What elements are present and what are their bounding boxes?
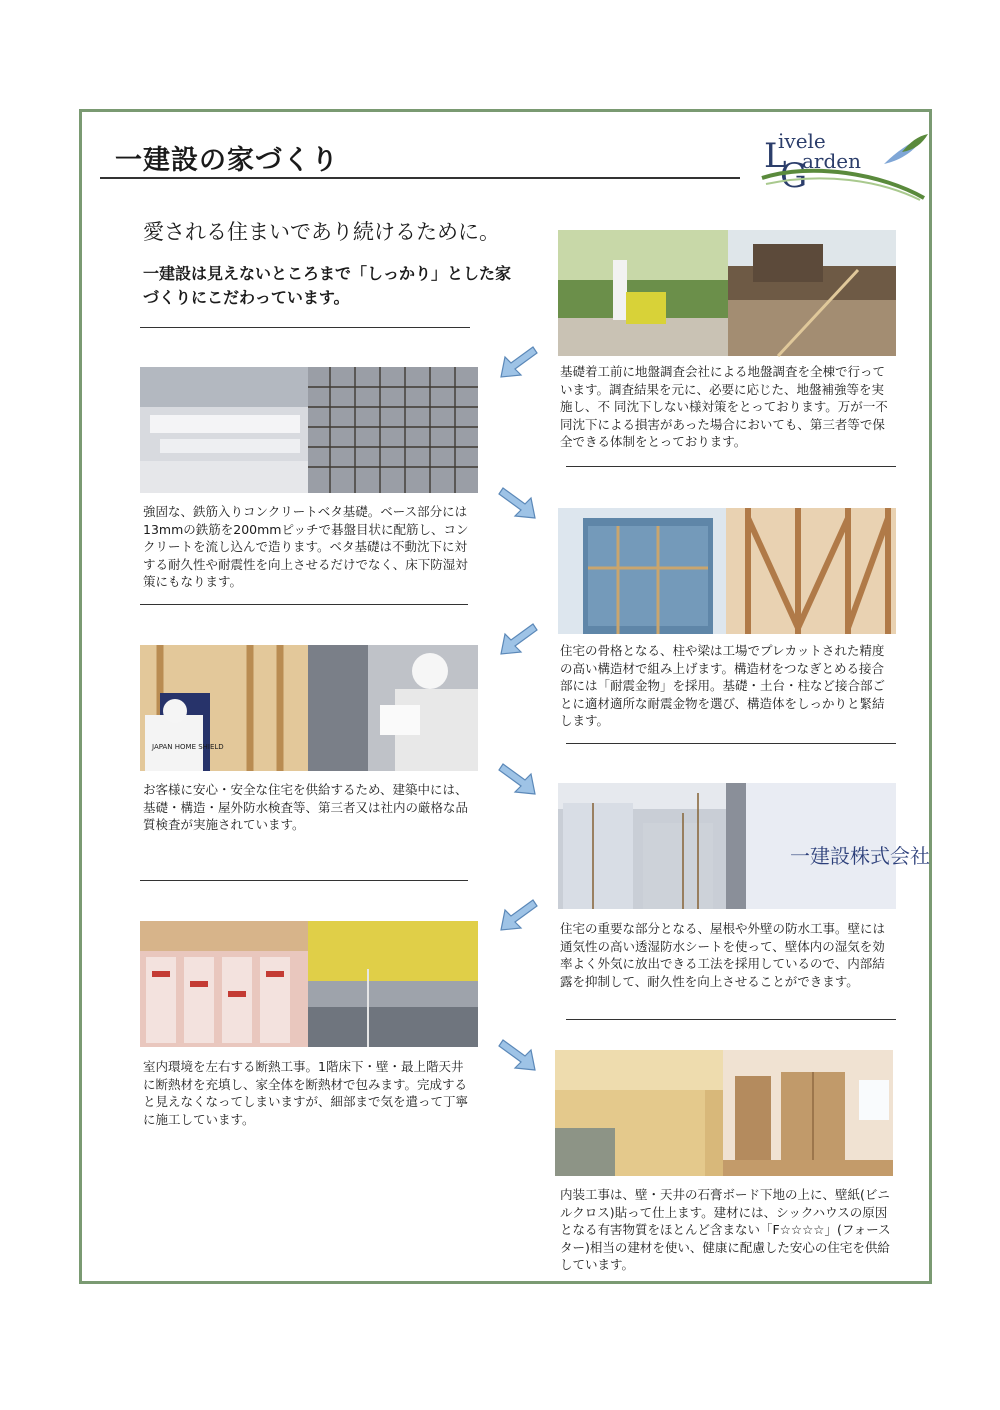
framing-photo xyxy=(558,508,896,634)
svg-text:arden: arden xyxy=(802,149,862,173)
section-caption: 住宅の骨格となる、柱や梁は工場でプレカットされた精度の高い構造材で組み上げます。構造材をつなぎとめる接合部には「耐震金物」を採用。基礎・土台・柱など接合部ごとに適材適所な耐震金物を選び、構造体をしっかりと緊結します。 xyxy=(560,643,886,728)
arrow-down-right-icon xyxy=(497,486,537,520)
svg-text:ivele: ivele xyxy=(778,129,826,153)
waterproofing-photo xyxy=(558,783,930,909)
insulation-photo xyxy=(140,921,478,1047)
tagline: 愛される住まいであり続けるために。 xyxy=(143,220,500,244)
divider xyxy=(566,1019,896,1020)
arrow-down-right-icon xyxy=(497,762,537,796)
interior-photo xyxy=(555,1050,893,1176)
title-underline xyxy=(100,177,740,179)
section-caption: 内装工事は、壁・天井の石膏ボード下地の上に、壁紙(ビニルクロス)貼って仕上ます。建材には、シックハウスの原因となる有害物質をほとんど含まない「F☆☆☆☆」(フォースター)相当の建材を使い、健康に配慮した安心の住宅を供給しています。 xyxy=(560,1187,891,1272)
svg-text:L: L xyxy=(764,136,787,176)
page-title: 一建設の家づくり xyxy=(115,145,339,176)
divider xyxy=(566,743,896,744)
intro-text: 一建設は見えないところまで「しっかり」とした家づくりにこだわっています。 xyxy=(143,264,512,307)
foundation-photo xyxy=(140,367,478,493)
shield-label: JAPAN HOME SHIELD xyxy=(152,743,224,751)
ground-survey-photo xyxy=(558,230,896,356)
section-caption: 住宅の重要な部分となる、屋根や外壁の防水工事。壁には通気性の高い透湿防水シートを使って、壁体内の湿気を効率よく外気に放出できる工法を採用しているので、内部結露を抑制して、耐久性を向上させることができます。 xyxy=(560,921,886,989)
divider xyxy=(140,327,470,328)
inspection-photo xyxy=(140,645,478,771)
section-caption: 強固な、鉄筋入りコンクリートベタ基礎。ベース部分には13mmの鉄筋を200mmピッチで碁盤目状に配筋し、コンクリートを流し込んで造ります。ベタ基礎は不動沈下に対する耐久性や耐震性を向上させるだけでなく、床下防湿対策にもなります。 xyxy=(143,504,469,589)
section-caption: 基礎着工前に地盤調査会社による地盤調査を全棟で行っています。調査結果を元に、必要に応じた、地盤補強等を実施し、不 同沈下しない様対策をとっております。万が一不同沈下による損害があった場合においても、第三者等で保全できる体制をとっております。 xyxy=(560,364,888,449)
arrow-down-left-icon xyxy=(499,622,539,656)
livele-garden-logo xyxy=(752,122,932,202)
sheet-company-text: 一建設株式会社 xyxy=(790,844,930,868)
section-caption: お客様に安心・安全な住宅を供給するため、建築中には、基礎・構造・屋外防水検査等、第三者又は社内の厳格な品質検査が実施されています。 xyxy=(143,782,469,832)
arrow-down-right-icon xyxy=(497,1038,537,1072)
arrow-down-left-icon xyxy=(499,898,539,932)
arrow-down-left-icon xyxy=(499,345,539,379)
section-caption: 室内環境を左右する断熱工事。1階床下・壁・最上階天井に断熱材を充填し、家全体を断熱材で包みます。完成すると見えなくなってしまいますが、細部まで気を遣って丁寧に施工しています。 xyxy=(143,1059,469,1127)
svg-text:G: G xyxy=(780,156,808,196)
divider xyxy=(140,604,468,605)
divider xyxy=(566,466,896,467)
divider xyxy=(140,880,468,881)
